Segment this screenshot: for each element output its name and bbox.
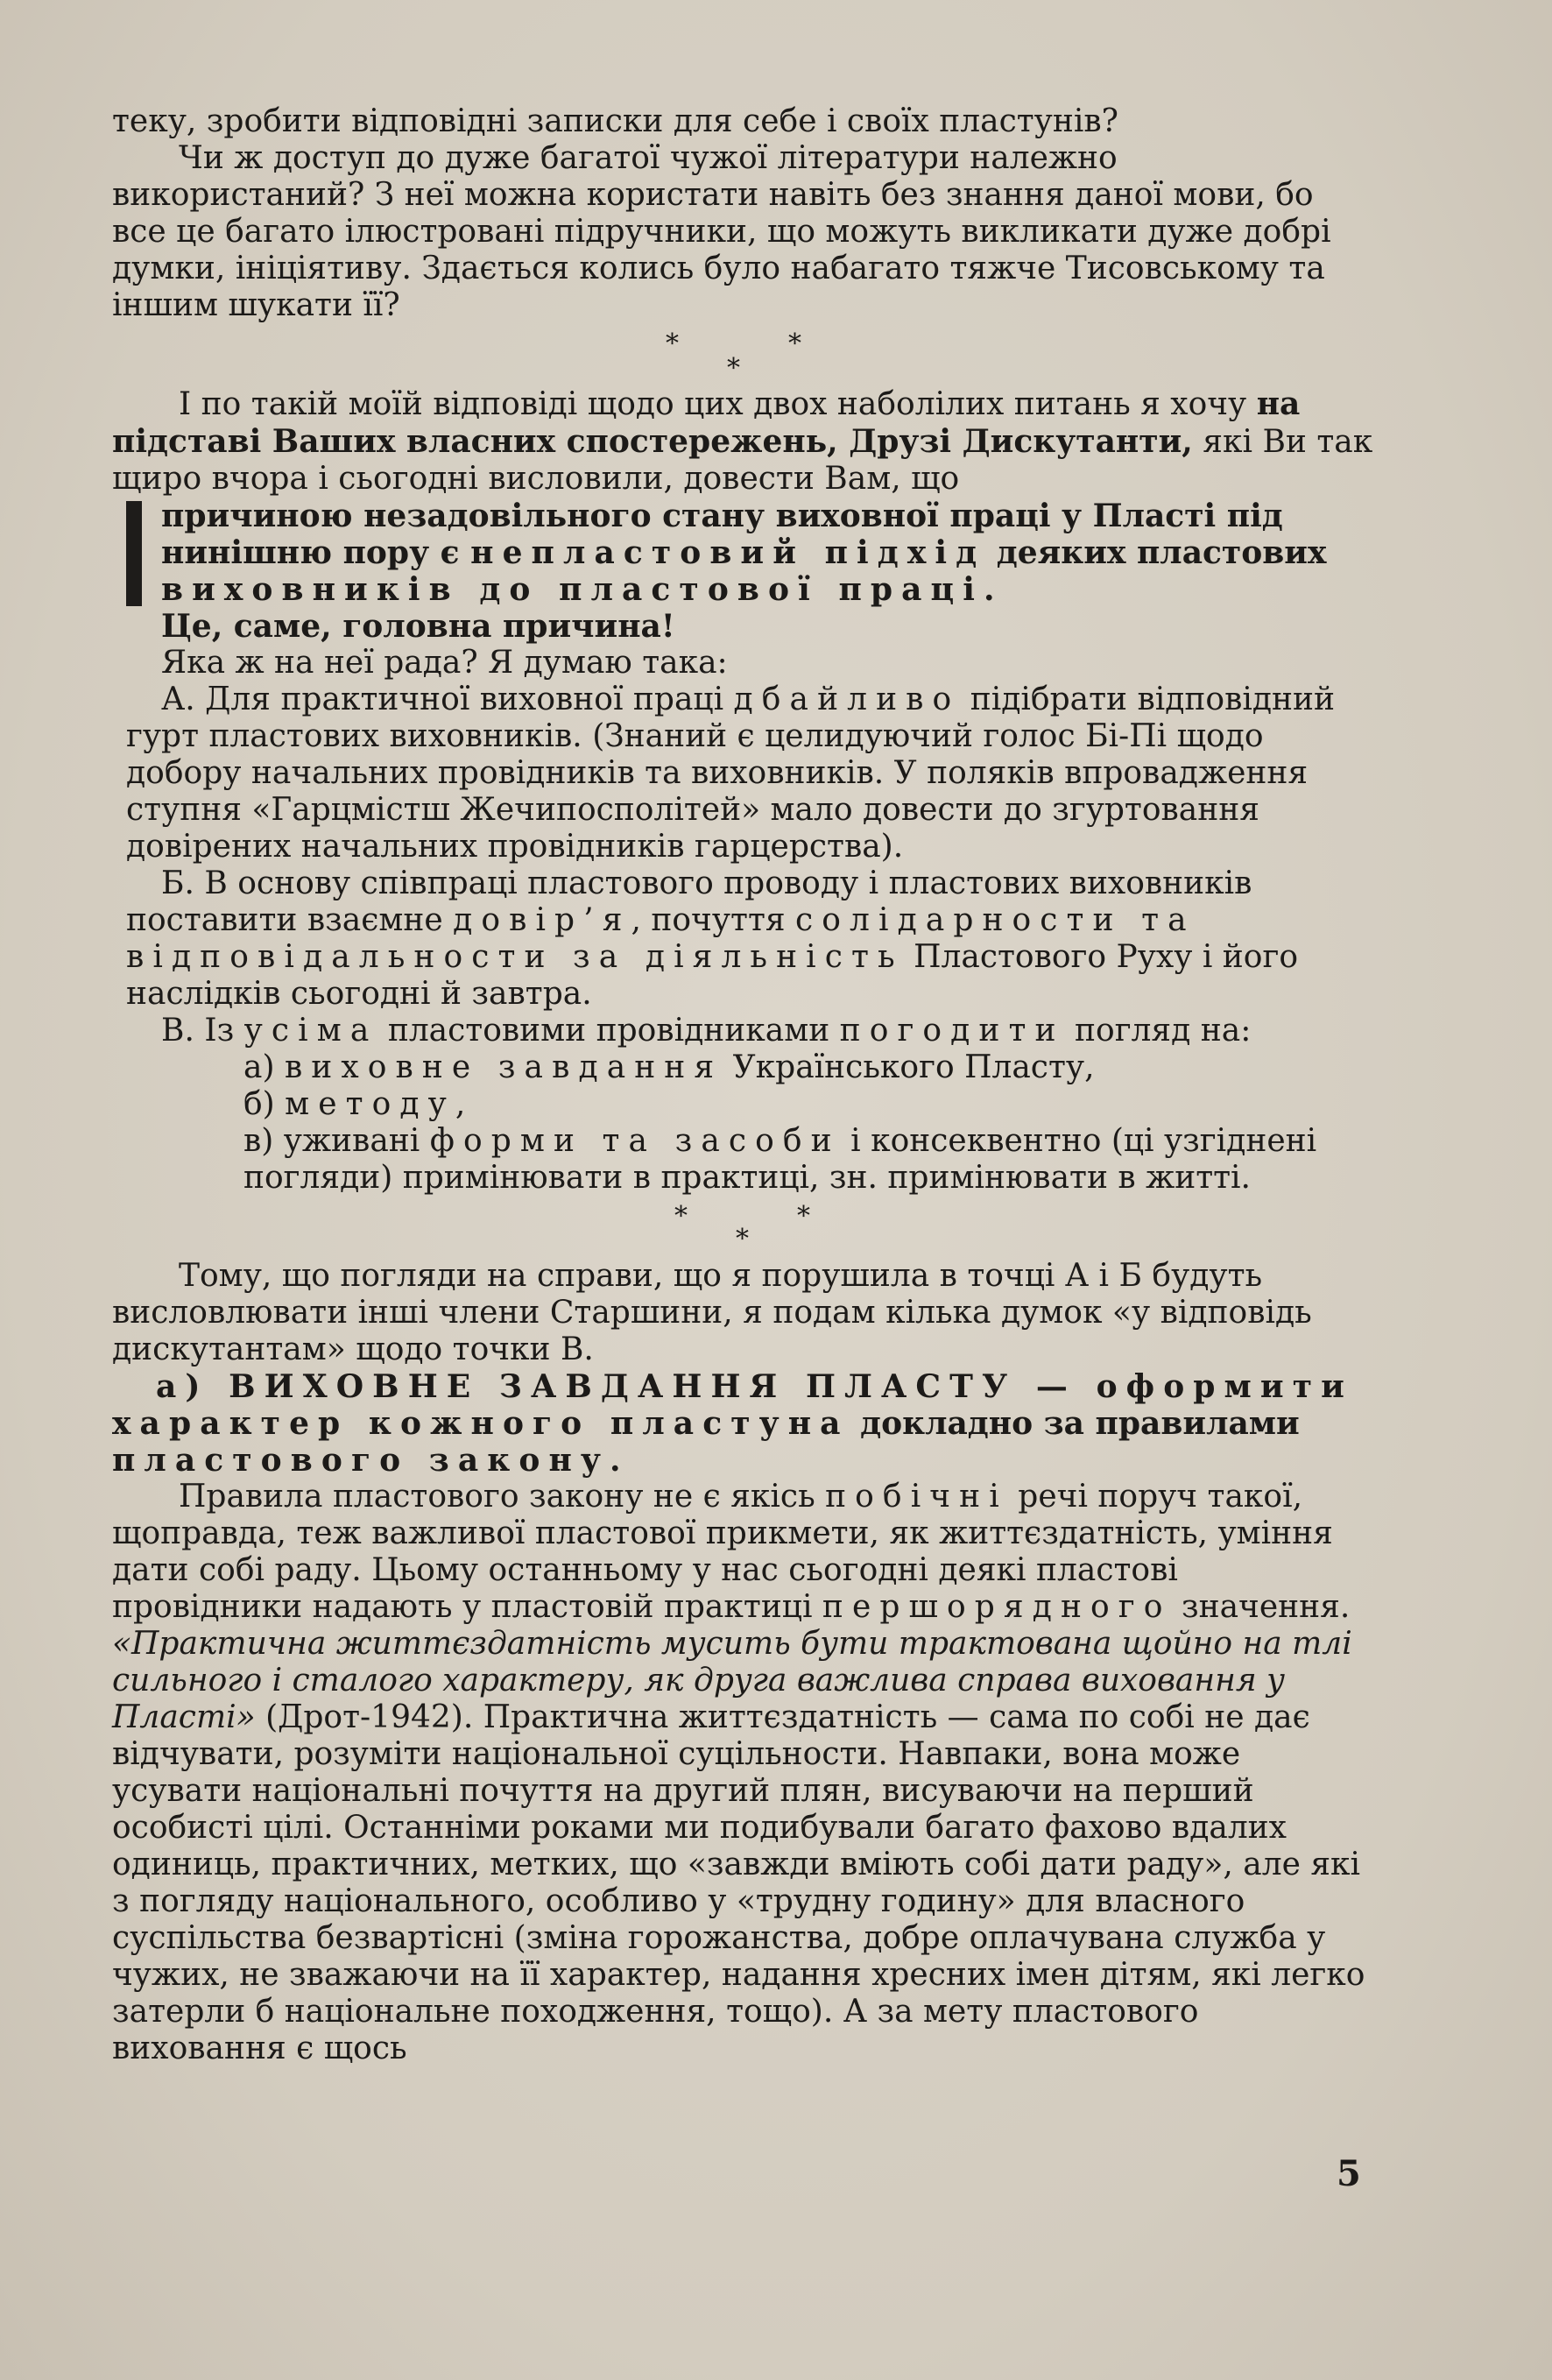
list-item-a: а) виховне завдання Українського Пласту, [243, 1049, 1095, 1085]
asterisk: * [788, 328, 801, 359]
margin-bar [126, 501, 142, 606]
paragraph-3: І по такій моїй відповіді щодо цих двох наболілих питань я хочу на підставі Ваших власних спостережень, Друзі Дискутанти, які Ви так щиро вчора і сьогодні висловили, довести Вам, що [112, 385, 1373, 497]
main-cause: Це, саме, головна причина! [161, 608, 675, 645]
list-item-b: б) методу, [243, 1086, 466, 1122]
asterisk: * [666, 328, 679, 359]
highlighted-thesis: причиною незадовільного стану виховної праці у Пласті під нинішню пору є непластовий підхід деяких пластових виховників до пластової праці. [112, 498, 1373, 608]
point-c: В. Із усіма пластовими провідниками погодити погляд на: [161, 1013, 1252, 1049]
paragraph-4: Тому, що погляди на справи, що я порушила в точці А і Б будуть висловлювати інші члени Старшини, я подам кілька думок «у відповідь дискутантам» щодо точки В. [112, 1258, 1312, 1367]
point-a: А. Для практичної виховної праці дбайливо підібрати відповідний гурт пластових виховників. (Знаний є целидуючий голос Бі-Пі щодо добору начальних провідників та виховників. У поляків впровадження ступня «Гарцмістш Жечипосполітей» мало довести до згуртовання довірених начальних провідників гарцерства). [126, 682, 1335, 865]
asterisk: * [727, 353, 740, 384]
asterisk: * [674, 1201, 688, 1232]
paragraph-1: теку, зробити відповідні записки для себе і своїх пластунів? [112, 103, 1118, 139]
section-heading-a: а) ВИХОВНЕ ЗАВДАННЯ ПЛАСТУ — оформити характер кожного пластуна докладно за правилами пластового закону. [112, 1368, 1353, 1479]
section-separator-2 [112, 1197, 1373, 1258]
point-b: Б. В основу співпраці пластового проводу і пластових виховників поставити взаємне довір’я, почуття солідарности та відповідальности за діяльність Пластового Руху і його наслідків сьогодні й завтра. [126, 865, 1299, 1012]
section-separator-1 [112, 324, 1373, 385]
list-item-c: в) уживані форми та засоби і консеквентно (ці узгіднені погляди) примінювати в практиці, зн. примінювати в житті. [243, 1123, 1317, 1196]
page-number: 5 [1337, 2153, 1361, 2194]
asterisk: * [736, 1224, 749, 1254]
paragraph-5: Правила пластового закону не є якісь побічні речі поруч такої, щоправда, теж важливої пластової прикмети, як життєздатність, уміння дати собі раду. Цьому останньому у нас сьогодні деякі пластові провідники надають у пластовій практиці першорядного значення. «Практична життєздатність мусить бути трактована щойно на тлі сильного і сталого характеру, як друга важлива справа виховання у Пласті» (Дрот-1942). Практична життєздатність — сама по собі не дає відчувати, розуміти національної суцільности. Навпаки, вона може усувати національні почуття на другий плян, висуваючи на перший особисті цілі. Останніми роками ми подибували багато фахово вдалих одиниць, практичних, метких, що «завжди вміють собі дати раду», але які з погляду національного, особливо у «трудну годину» для власного суспільства безвартісні (зміна горожанства, добре оплачувана служба у чужих, не зважаючи на її характер, надання хресних імен дітям, які легко затерли б національне походження, тощо). А за мету пластового виховання є щось [112, 1479, 1365, 2066]
asterisk: * [797, 1201, 810, 1232]
page-body [112, 103, 1373, 2067]
question: Яка ж на неї рада? Я думаю така: [161, 645, 728, 681]
paragraph-2: Чи ж доступ до дуже багатої чужої літератури належно використаний? З неї можна користати навіть без знання даної мови, бо все це багато ілюстровані підручники, що можуть викликати дуже добрі думки, ініціятиву. Здається колись було набагато тяжче Тисовському та іншим шукати її? [112, 140, 1331, 323]
